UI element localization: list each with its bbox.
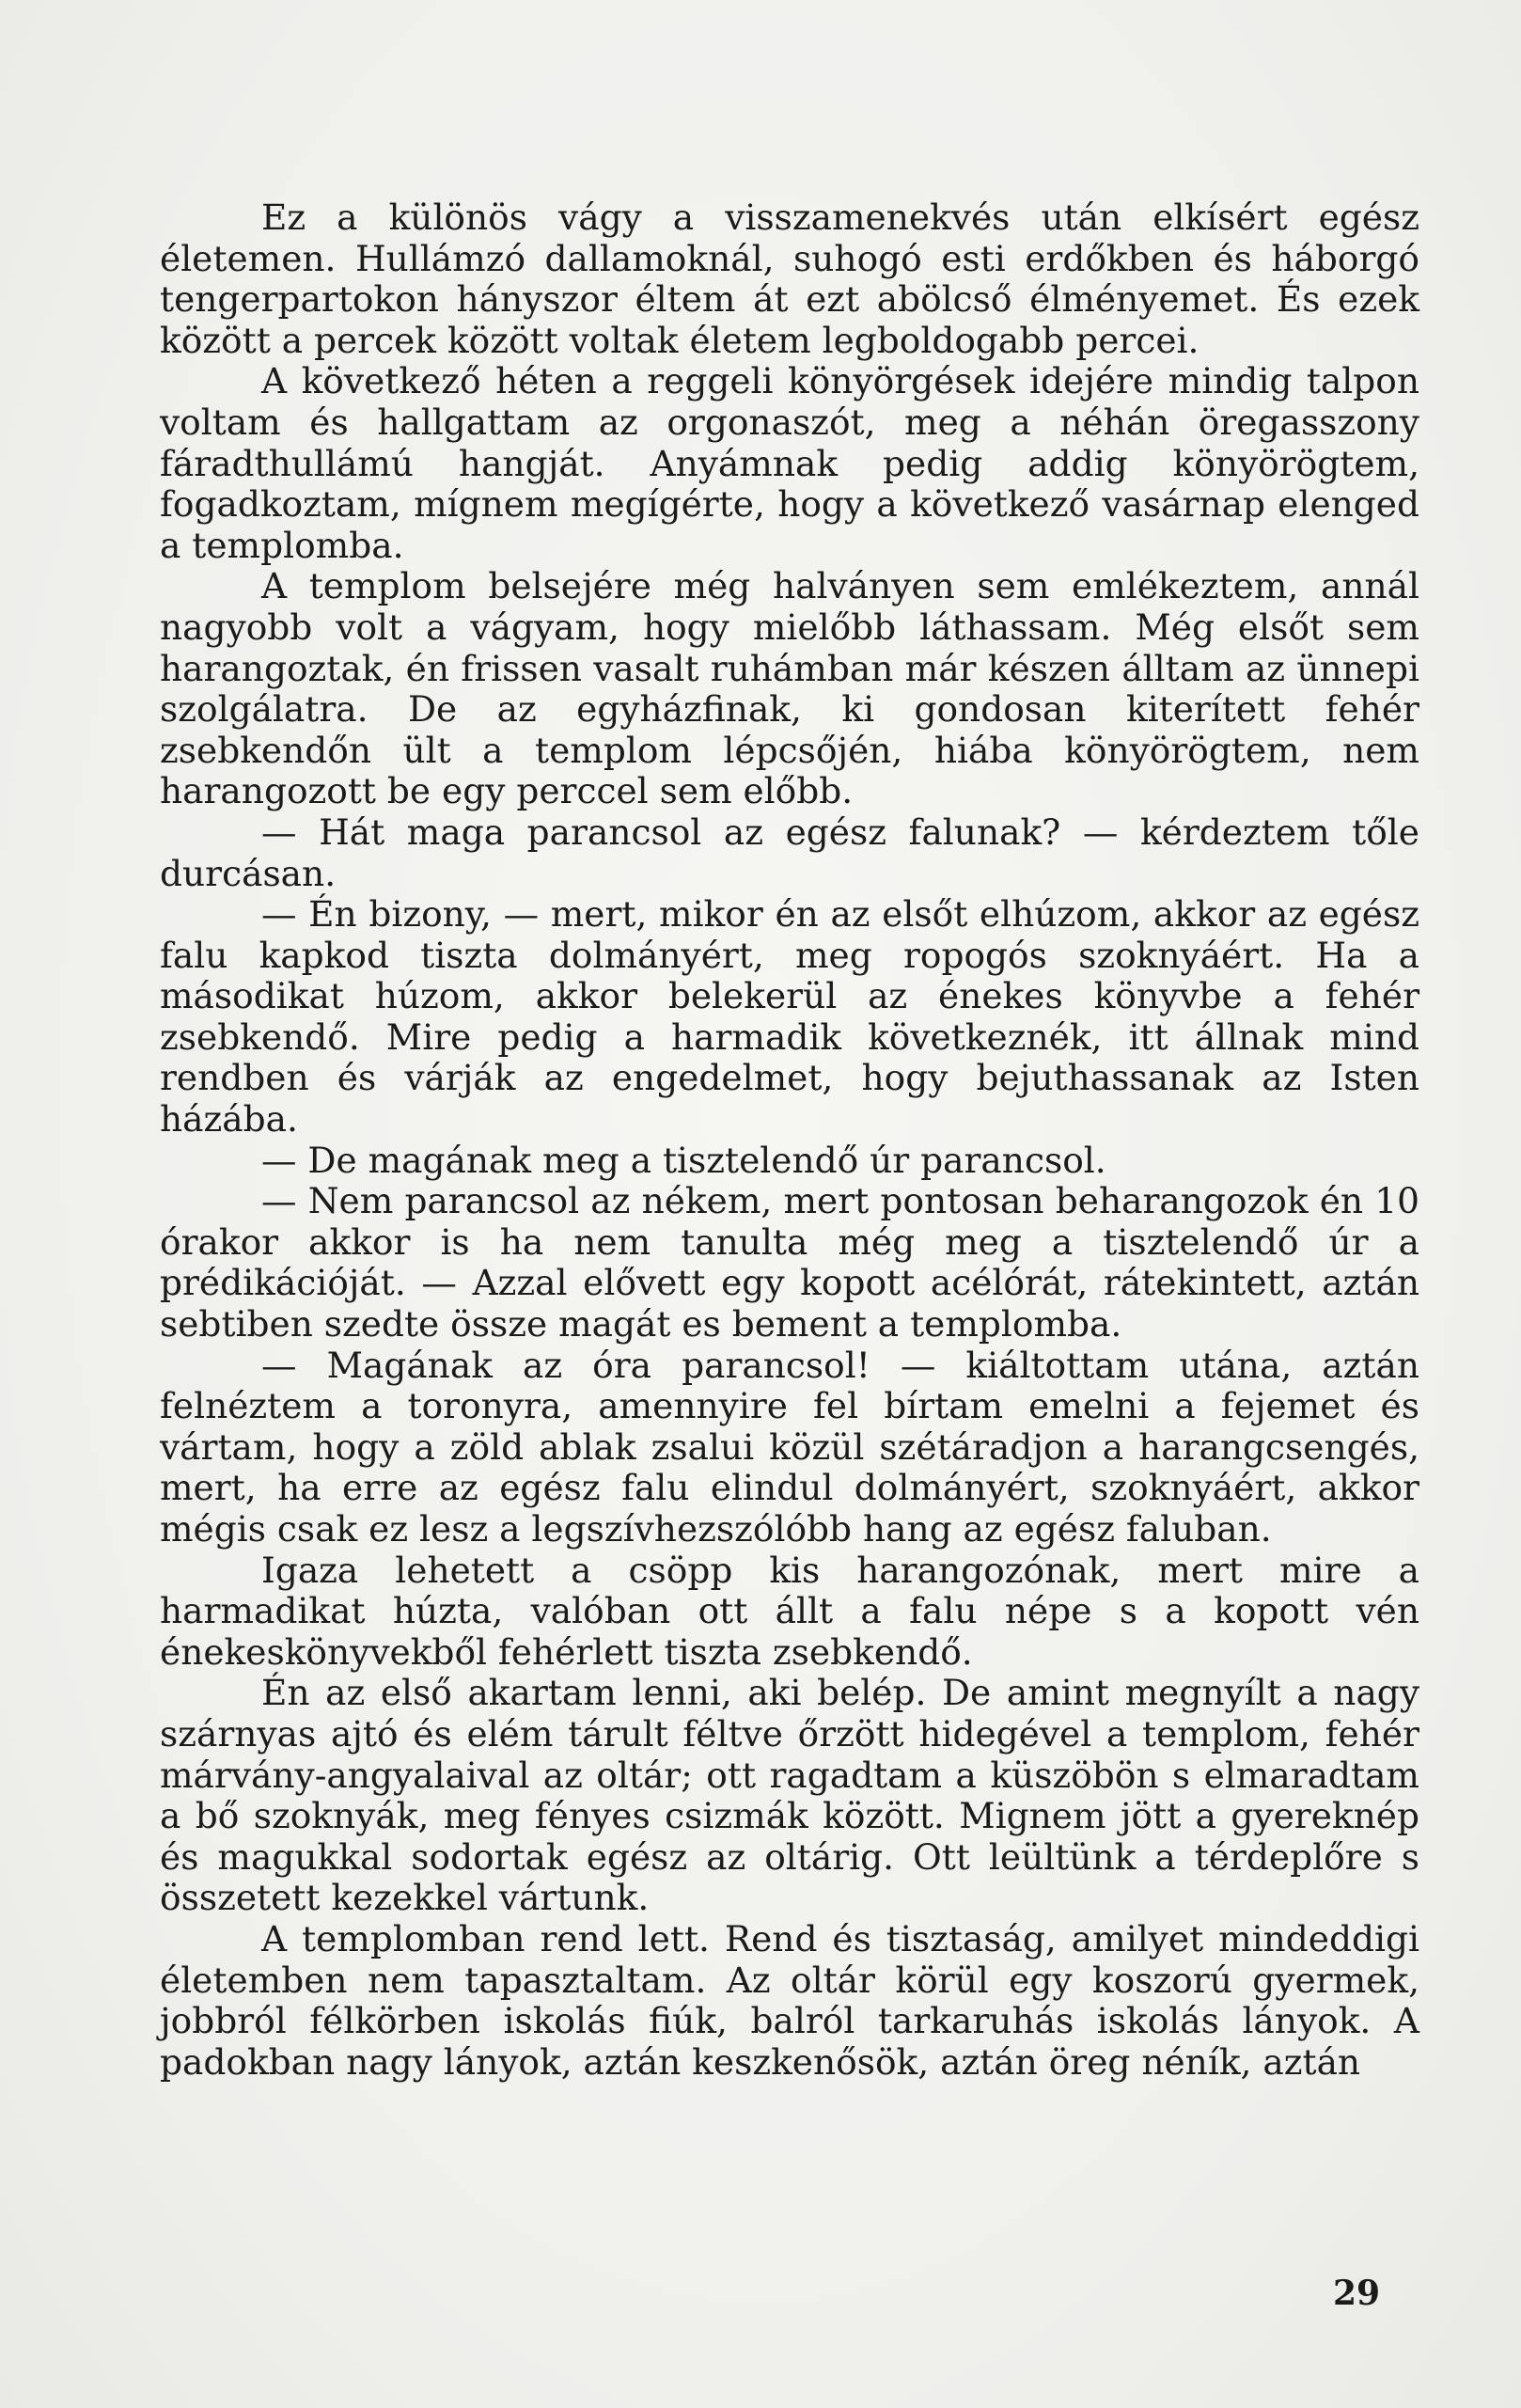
- paragraph-3: A templom belsejére még halványen sem emlékeztem, annál nagyobb volt a vágyam, hogy mielőbb láthassam. Még elsőt sem harangoztak, én frissen vasalt ruhámban már készen álltam az ünnepi szolgálatra. De az egyházfinak, ki gondosan kiterített fehér zsebkendőn ült a templom lépcsőjén, hiába könyörögtem, nem harangozott be egy perccel sem előbb.: [160, 565, 1419, 812]
- paragraph-11: A templomban rend lett. Rend és tisztaság, amilyet mindeddigi életemben nem tapasztaltam. Az oltár körül egy koszorú gyermek, jobbról félkörben iskolás fiúk, balról tarkaruhás iskolás lányok. A padokban nagy lányok, aztán keszkenősök, aztán öreg néník, aztán: [160, 1917, 1419, 2083]
- paragraph-8: — Magának az óra parancsol! — kiáltottam utána, aztán felnéztem a toronyra, amennyire fel bírtam emelni a fejemet és vártam, hogy a zöld ablak zsalui közül szétáradjon a harangcsengés, mert, ha erre az egész falu elindul dolmányért, szoknyáért, akkor mégis csak ez lesz a legszívhezszólóbb hang az egész faluban.: [160, 1344, 1419, 1550]
- paragraph-6: — De magának meg a tisztelendő úr parancsol.: [261, 1139, 1106, 1181]
- page-number: 29: [1333, 2274, 1381, 2313]
- page-body-text: [160, 197, 1419, 2083]
- paragraph-2: A következő héten a reggeli könyörgések idejére mindig talpon voltam és hallgattam az orgonaszót, meg a néhán öregasszony fáradthullámú hangját. Anyámnak pedig addig könyörögtem, fogadkoztam, mígnem megígérte, hogy a következő vasárnap elenged a templomba.: [160, 360, 1419, 566]
- paragraph-1: Ez a különös vágy a visszamenekvés után elkísért egész életemen. Hullámzó dallamoknál, suhogó esti erdőkben és háborgó tengerpartokon hányszor éltem át ezt abölcső élményemet. És ezek között a percek között voltak életem legboldogabb percei.: [160, 197, 1419, 361]
- paragraph-4: — Hát maga parancsol az egész falunak? — kérdeztem tőle durcásan.: [160, 811, 1419, 894]
- paragraph-7: — Nem parancsol az nékem, mert pontosan beharangozok én 10 órakor akkor is ha nem tanulta még meg a tisztelendő úr a prédikációját. — Azzal elővett egy kopott acélórát, rátekintett, aztán sebtiben szedte össze magát es bement a templomba.: [160, 1180, 1419, 1346]
- paragraph-5: — Én bizony, — mert, mikor én az elsőt elhúzom, akkor az egész falu kapkod tiszta dolmányért, meg ropogós szoknyáért. Ha a másodikat húzom, akkor belekerül az énekes könyvbe a fehér zsebkendő. Mire pedig a harmadik következnék, itt állnak mind rendben és várják az engedelmet, hogy bejuthassanak az Isten házába.: [160, 893, 1419, 1141]
- paragraph-10: Én az első akartam lenni, aki belép. De amint megnyílt a nagy szárnyas ajtó és elém tárult féltve őrzött hidegével a templom, fehér márvány-angyalaival az oltár; ott ragadtam a küszöbön s elmaradtam a bő szoknyák, meg fényes csizmák között. Mignem jött a gyereknép és magukkal sodortak egész az oltárig. Ott leültünk a térdeplőre s összetett kezekkel vártunk.: [160, 1672, 1419, 1919]
- paragraph-9: Igaza lehetett a csöpp kis harangozónak, mert mire a harmadikat húzta, valóban ott állt a falu népe s a kopott vén énekeskönyvekből fehérlett tiszta zsebkendő.: [160, 1549, 1419, 1673]
